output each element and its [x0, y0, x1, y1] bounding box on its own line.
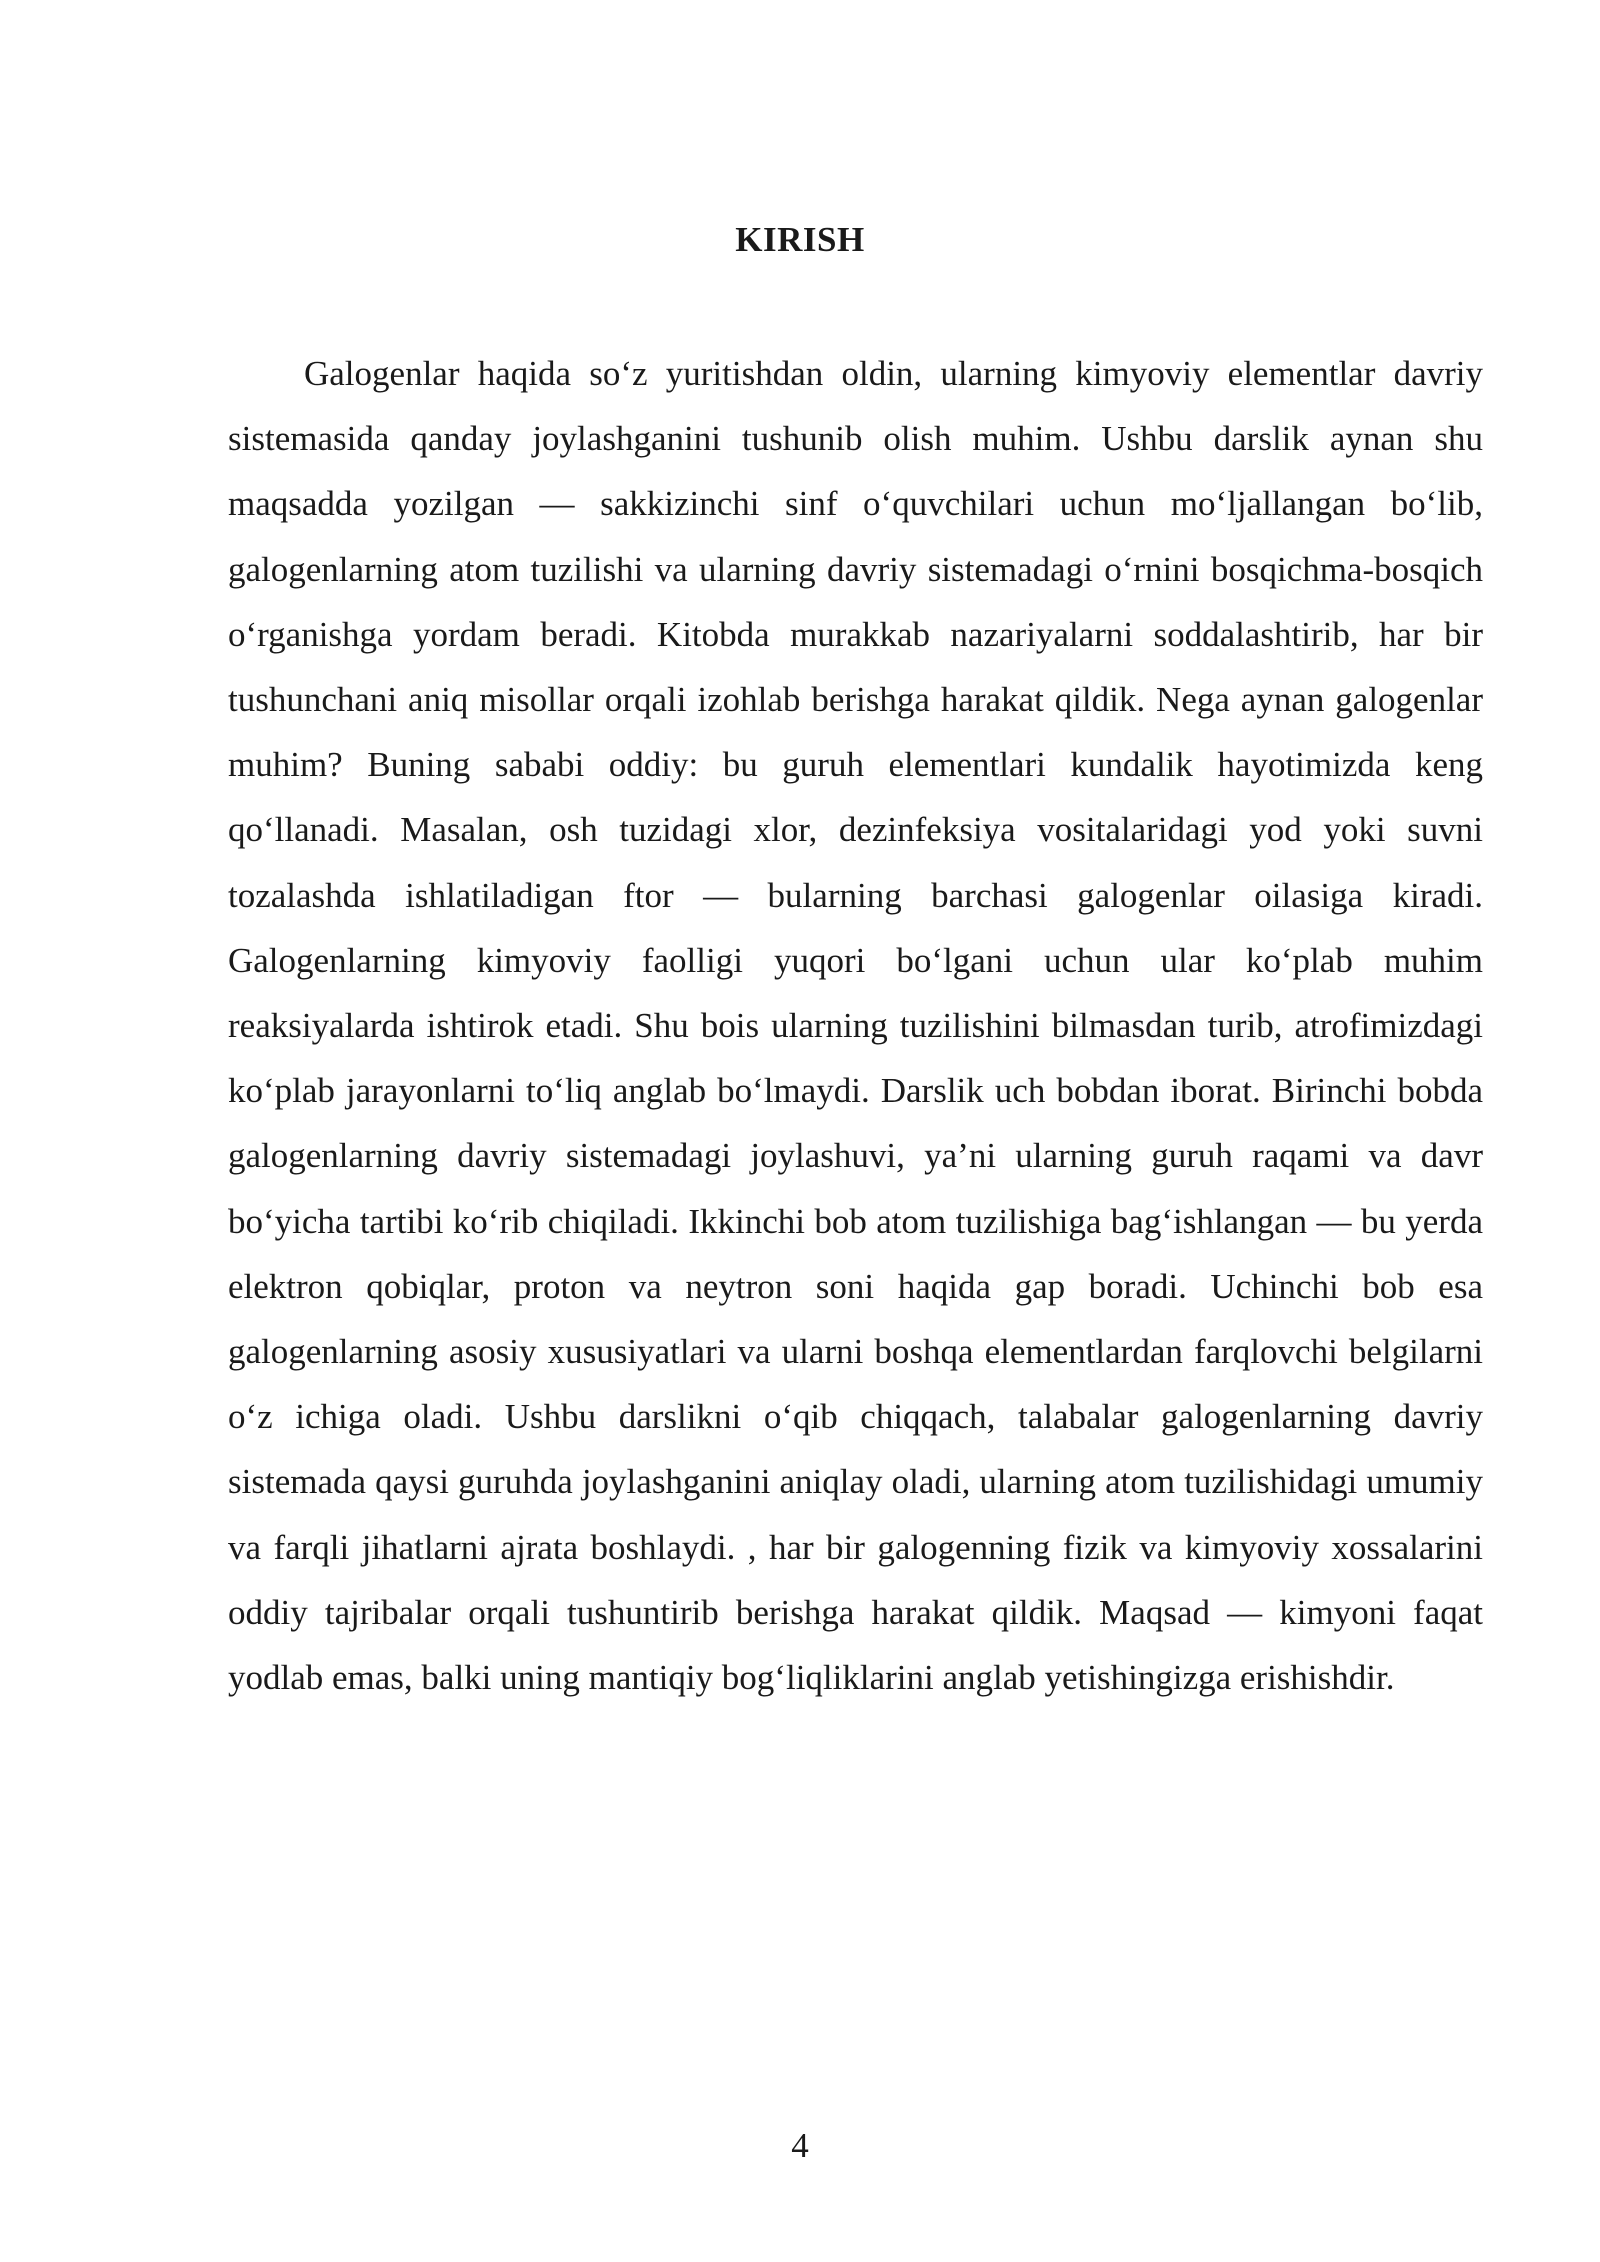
page-number: 4	[791, 2126, 809, 2165]
section-heading: KIRISH	[735, 220, 865, 259]
body-paragraph: Galogenlar haqida so‘z yuritishdan oldin, ularning kimyoviy elementlar davriy sistemasida qanday joylashganini tushunib olish muhim. Ushbu darslik aynan shu maqsadda yozilgan — sakkizinchi sinf o‘quvchilari uchun mo‘ljallangan bo‘lib, galogenlarning atom tuzilishi va ularning davriy sistemadagi o‘rnini bosqichma-bosqich o‘rganishga yordam beradi. Kitobda murakkab nazariyalarni soddalashtirib, har bir tushunchani aniq misollar orqali izohlab berishga harakat qildik. Nega aynan galogenlar muhim? Buning sababi oddiy: bu guruh elementlari kundalik hayotimizda keng qo‘llanadi. Masalan, osh tuzidagi xlor, dezinfeksiya vositalaridagi yod yoki suvni tozalashda ishlatiladigan ftor — bularning barchasi galogenlar oilasiga kiradi. Galogenlarning kimyoviy faolligi yuqori bo‘lgani uchun ular ko‘plab muhim reaksiyalarda ishtirok etadi. Shu bois ularning tuzilishini bilmasdan turib, atrofimizdagi ko‘plab jarayonlarni to‘liq anglab bo‘lmaydi. Darslik uch bobdan iborat. Birinchi bobda galogenlarning davriy sistemadagi joylashuvi, ya’ni ularning guruh raqami va davr bo‘yicha tartibi ko‘rib chiqiladi. Ikkinchi bob atom tuzilishiga bag‘ishlangan — bu yerda elektron qobiqlar, proton va neytron soni haqida gap boradi. Uchinchi bob esa galogenlarning asosiy xususiyatlari va ularni boshqa elementlardan farqlovchi belgilarni o‘z ichiga oladi. Ushbu darslikni o‘qib chiqqach, talabalar galogenlarning davriy sistemada qaysi guruhda joylashganini aniqlay oladi, ularning atom tuzilishidagi umumiy va farqli jihatlarni ajrata boshlaydi. , har bir galogenning fizik va kimyoviy xossalarini oddiy tajribalar orqali tushuntirib berishga harakat qildik. Maqsad — kimyoni faqat yodlab emas, balki uning mantiqiy bog‘liqliklarini anglab yetishingizga erishishdir.	[228, 354, 1483, 1698]
